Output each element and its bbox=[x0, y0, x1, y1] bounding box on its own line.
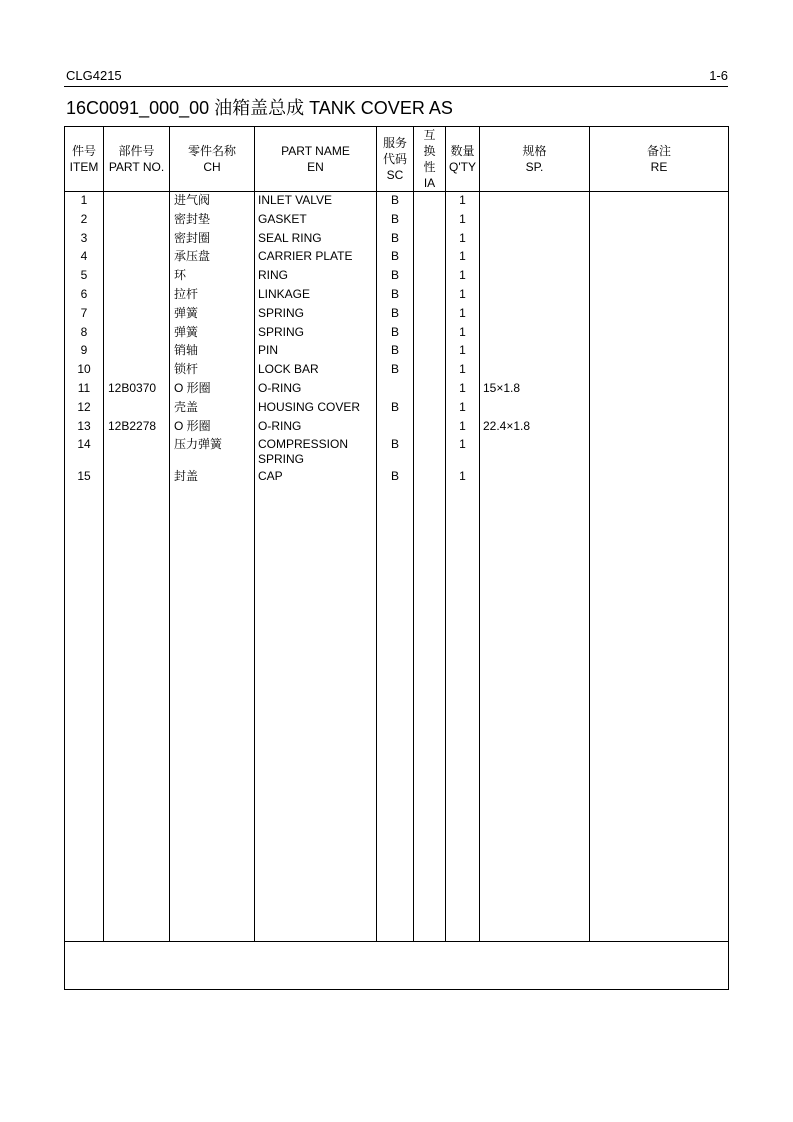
part-number: 12B2278 bbox=[108, 418, 157, 433]
footer-divider bbox=[65, 941, 728, 942]
part-name-ch: 进气阀 bbox=[174, 193, 211, 207]
service-code: B bbox=[390, 268, 399, 283]
table-row bbox=[65, 231, 728, 250]
quantity: 1 bbox=[459, 380, 466, 395]
specification: 15×1.8 bbox=[483, 380, 521, 395]
service-code: B bbox=[390, 362, 399, 377]
table-row bbox=[65, 419, 728, 438]
part-name-en: COMPRESSION SPRING bbox=[258, 437, 349, 467]
quantity: 1 bbox=[459, 362, 466, 377]
table-row bbox=[65, 437, 728, 469]
table-body bbox=[65, 193, 728, 488]
col-header-ch: 零件名称 CH bbox=[187, 144, 236, 174]
item-number: 9 bbox=[80, 343, 88, 358]
part-name-en: O-RING bbox=[258, 380, 302, 395]
quantity: 1 bbox=[459, 286, 466, 301]
table-row bbox=[65, 249, 728, 268]
item-number: 8 bbox=[80, 324, 88, 339]
service-code: B bbox=[390, 343, 399, 358]
table-row bbox=[65, 268, 728, 287]
part-name-en: PIN bbox=[258, 343, 279, 358]
part-name-ch: O 形圈 bbox=[174, 380, 211, 395]
quantity: 1 bbox=[459, 418, 466, 433]
part-name-en: SEAL RING bbox=[258, 230, 322, 245]
part-name-ch: 壳盖 bbox=[174, 399, 199, 414]
table-row bbox=[65, 469, 728, 488]
col-header-ia: 互 换 性 IA bbox=[423, 128, 436, 190]
part-name-en: INLET VALVE bbox=[258, 193, 333, 207]
item-number: 1 bbox=[80, 193, 88, 207]
col-header-en: PART NAME EN bbox=[281, 144, 350, 174]
part-name-en: LINKAGE bbox=[258, 286, 311, 301]
item-number: 11 bbox=[77, 380, 91, 395]
item-number: 2 bbox=[80, 211, 88, 226]
part-name-en: GASKET bbox=[258, 211, 307, 226]
quantity: 1 bbox=[459, 268, 466, 283]
item-number: 7 bbox=[80, 305, 88, 320]
part-name-en: CAP bbox=[258, 468, 283, 483]
part-name-ch: 环 bbox=[174, 268, 187, 283]
quantity: 1 bbox=[459, 437, 466, 452]
part-name-ch: 承压盘 bbox=[174, 249, 211, 264]
col-header-sp: 规格 SP. bbox=[522, 144, 547, 174]
col-header-sc: 服务 代码 SC bbox=[382, 136, 407, 182]
service-code: B bbox=[390, 324, 399, 339]
part-name-en: SPRING bbox=[258, 324, 305, 339]
item-number: 13 bbox=[77, 418, 91, 433]
quantity: 1 bbox=[459, 399, 466, 414]
part-name-en: HOUSING COVER bbox=[258, 399, 361, 414]
part-name-en: CARRIER PLATE bbox=[258, 249, 353, 264]
table-row bbox=[65, 193, 728, 212]
part-name-ch: 弹簧 bbox=[174, 305, 199, 320]
quantity: 1 bbox=[459, 249, 466, 264]
service-code: B bbox=[390, 211, 399, 226]
service-code: B bbox=[390, 468, 399, 483]
service-code: B bbox=[390, 286, 399, 301]
table-row bbox=[65, 362, 728, 381]
quantity: 1 bbox=[459, 305, 466, 320]
part-name-ch: 销轴 bbox=[174, 343, 199, 358]
parts-table bbox=[64, 126, 729, 990]
header-divider bbox=[64, 86, 728, 87]
quantity: 1 bbox=[459, 468, 466, 483]
part-name-ch: 拉杆 bbox=[174, 286, 199, 301]
part-name-ch: 封盖 bbox=[174, 468, 199, 483]
part-name-ch: 锁杆 bbox=[174, 362, 199, 377]
service-code: B bbox=[390, 230, 399, 245]
quantity: 1 bbox=[459, 193, 466, 207]
item-number: 14 bbox=[77, 437, 91, 452]
item-number: 10 bbox=[77, 362, 91, 377]
part-name-ch: 密封圈 bbox=[174, 230, 211, 245]
quantity: 1 bbox=[459, 230, 466, 245]
quantity: 1 bbox=[459, 343, 466, 358]
item-number: 15 bbox=[77, 468, 91, 483]
quantity: 1 bbox=[459, 211, 466, 226]
col-header-re: 备注 RE bbox=[646, 144, 671, 174]
table-row bbox=[65, 287, 728, 306]
document-title: 16C0091_000_00 油箱盖总成 TANK COVER AS bbox=[66, 98, 453, 118]
service-code: B bbox=[390, 437, 399, 452]
part-name-ch: 密封垫 bbox=[174, 211, 211, 226]
part-name-ch: O 形圈 bbox=[174, 418, 211, 433]
part-number: 12B0370 bbox=[108, 380, 157, 395]
col-header-part-no: 部件号 PART NO. bbox=[108, 144, 165, 174]
model-code: CLG4215 bbox=[66, 68, 122, 83]
item-number: 4 bbox=[80, 249, 88, 264]
service-code: B bbox=[390, 193, 399, 207]
table-row bbox=[65, 381, 728, 400]
col-header-qty: 数量 Q'TY bbox=[449, 144, 476, 174]
header-row-divider bbox=[65, 191, 728, 192]
service-code: B bbox=[390, 399, 399, 414]
item-number: 3 bbox=[80, 230, 88, 245]
table-row bbox=[65, 212, 728, 231]
table-row bbox=[65, 400, 728, 419]
item-number: 6 bbox=[80, 286, 88, 301]
item-number: 5 bbox=[80, 268, 88, 283]
item-number: 12 bbox=[77, 399, 91, 414]
part-name-en: RING bbox=[258, 268, 288, 283]
specification: 22.4×1.8 bbox=[483, 418, 531, 433]
part-name-en: O-RING bbox=[258, 418, 302, 433]
page-number: 1-6 bbox=[709, 68, 728, 83]
part-name-en: SPRING bbox=[258, 305, 305, 320]
service-code: B bbox=[390, 249, 399, 264]
table-row bbox=[65, 343, 728, 362]
service-code: B bbox=[390, 305, 399, 320]
part-name-ch: 弹簧 bbox=[174, 324, 199, 339]
table-row bbox=[65, 306, 728, 325]
part-name-en: LOCK BAR bbox=[258, 362, 319, 377]
table-row bbox=[65, 325, 728, 344]
quantity: 1 bbox=[459, 324, 466, 339]
col-header-item: 件号 ITEM bbox=[69, 144, 99, 174]
part-name-ch: 压力弹簧 bbox=[174, 437, 223, 452]
